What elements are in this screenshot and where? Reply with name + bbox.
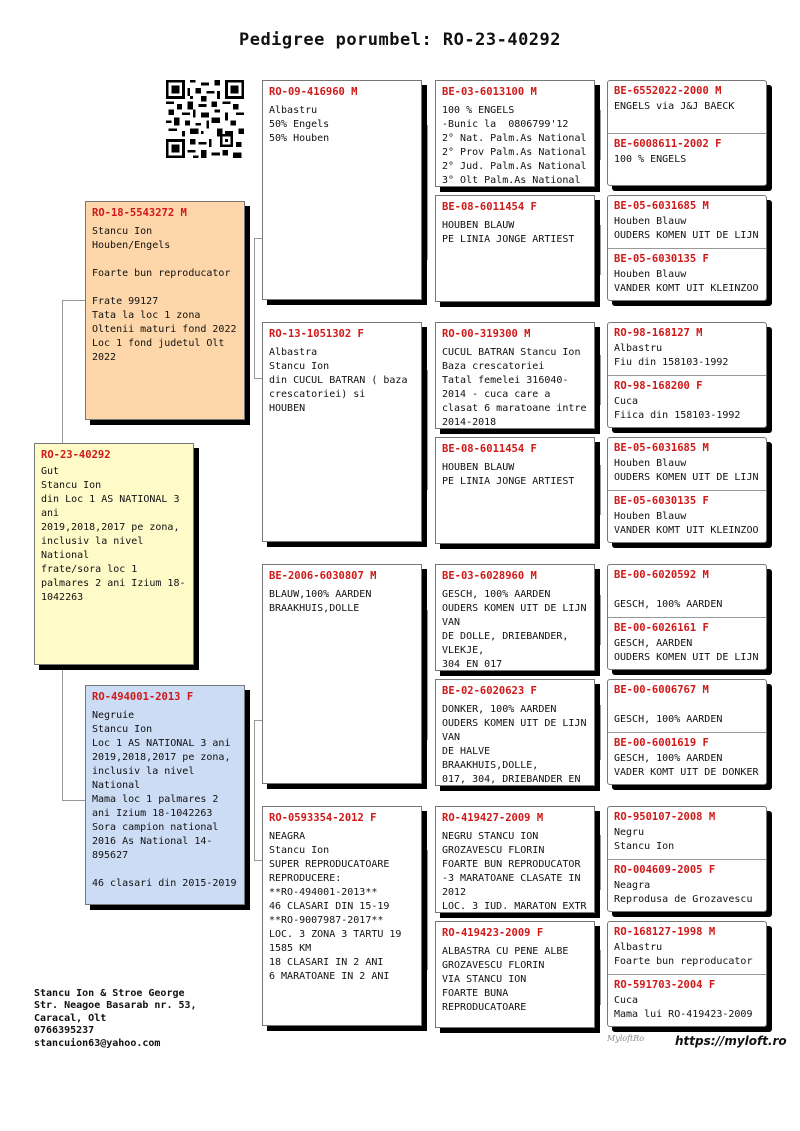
connector-line xyxy=(62,665,63,800)
ancestor-text: Houben Blauw OUDERS KOMEN UIT DE LIJN xyxy=(614,458,759,483)
grandparent-text: Albastru 50% Engels 50% Houben xyxy=(269,105,330,144)
grandparent-card xyxy=(262,80,422,300)
subject-text: Gut Stancu Ion din Loc 1 AS NATIONAL 3 ani 2019,2018,2017 pe zona, inclusiv la nivel National frate/sora loc 1 palmares 2 ani Izium 18-1042263 xyxy=(41,466,186,603)
connector-line xyxy=(600,110,601,160)
ancestor-pair-card xyxy=(607,921,767,1027)
sire-card xyxy=(85,201,245,420)
ancestor-id: BE-00-6020592 M xyxy=(614,569,709,581)
dam-id: RO-494001-2013 F xyxy=(92,691,194,703)
grandparent-text: NEAGRA Stancu Ion SUPER REPRODUCATOARE REPRODUCERE: **RO-494001-2013** 46 CLASARI DIN 15-19 **RO-9007987-2017** LOC. 3 ZONA 3 TARTU 19 1585 KM 18 CLASARI IN 2 ANI 6 MARATOANE IN 2 ANI xyxy=(269,831,402,982)
ancestor-id: RO-004609-2005 F xyxy=(614,864,716,876)
ancestor-text: Cuca Mama lui RO-419423-2009 xyxy=(614,995,753,1020)
grandparent-card xyxy=(262,806,422,1026)
great-grandparent-text: CUCUL BATRAN Stancu Ion Baza crescatoriei Tatal femelei 316040-2014 - cuca care a clasat 6 maratoane intre 2014-2018 xyxy=(442,347,587,428)
great-grandparent-id: BE-08-6011454 F xyxy=(442,201,537,213)
ancestor-text: 100 % ENGELS xyxy=(614,154,687,165)
great-grandparent-id: RO-419427-2009 M xyxy=(442,812,544,824)
owner-contact: Stancu Ion & Stroe George Str. Neagoe Basarab nr. 53, Caracal, Olt 0766395237 stancuion63@yahoo.com xyxy=(34,988,197,1049)
ancestor-text: Cuca Fiica din 158103-1992 xyxy=(614,396,741,421)
ancestor-text: GESCH, AARDEN OUDERS KOMEN UIT DE LIJN xyxy=(614,638,759,663)
connector-line xyxy=(600,355,601,405)
myloft-logo: MyloftRo xyxy=(607,1034,645,1043)
ancestor-id: BE-6552022-2000 M xyxy=(614,85,722,97)
ancestor-id: BE-05-6030135 F xyxy=(614,495,709,507)
connector-line xyxy=(427,125,428,260)
ancestor-id: BE-05-6030135 F xyxy=(614,253,709,265)
grandparent-card xyxy=(262,322,422,542)
connector-line xyxy=(254,238,255,378)
great-grandparent-text: NEGRU STANCU ION GROZAVESCU FLORIN FOARTE BUN REPRODUCATOR -3 MARATOANE CLASATE IN 2012 LOC. 3 IUD. MARATON EXTR xyxy=(442,831,587,912)
ancestor-text: GESCH, 100% AARDEN xyxy=(614,598,723,610)
great-grandparent-text: 100 % ENGELS -Bunic la 0806799'12 2° Nat. Palm.As National 2° Prov Palm.As National 2° Jud. Palm.As National 3° Olt Palm.As National xyxy=(442,105,587,186)
connector-line xyxy=(600,950,601,1005)
ancestor-id: BE-00-6001619 F xyxy=(614,737,709,749)
ancestor-text: Negru Stancu Ion xyxy=(614,827,675,852)
ancestor-text: Houben Blauw VANDER KOMT UIT KLEINZOO xyxy=(614,269,759,294)
grandparent-id: RO-0593354-2012 F xyxy=(269,812,377,824)
great-grandparent-card xyxy=(435,564,595,671)
ancestor-pair-card xyxy=(607,322,767,428)
great-grandparent-id: RO-419423-2009 F xyxy=(442,927,544,939)
great-grandparent-id: RO-00-319300 M xyxy=(442,328,531,340)
ancestor-id: RO-591703-2004 F xyxy=(614,979,716,991)
great-grandparent-card xyxy=(435,679,595,786)
grandparent-id: BE-2006-6030807 M xyxy=(269,570,377,582)
great-grandparent-id: BE-03-6013100 M xyxy=(442,86,537,98)
ancestor-id: BE-05-6031685 M xyxy=(614,200,709,212)
ancestor-id: BE-6008611-2002 F xyxy=(614,138,722,150)
page-title: Pedigree porumbel: RO-23-40292 xyxy=(238,30,562,50)
great-grandparent-card xyxy=(435,322,595,429)
connector-line xyxy=(254,720,255,860)
ancestor-id: RO-168127-1998 M xyxy=(614,926,716,938)
connector-line xyxy=(600,705,601,760)
great-grandparent-id: BE-08-6011454 F xyxy=(442,443,537,455)
subject-card xyxy=(34,443,194,665)
great-grandparent-card xyxy=(435,921,595,1028)
grandparent-id: RO-13-1051302 F xyxy=(269,328,364,340)
connector-line xyxy=(427,850,428,970)
great-grandparent-card xyxy=(435,806,595,913)
dam-card xyxy=(85,685,245,905)
ancestor-pair-card xyxy=(607,195,767,301)
grandparent-text: BLAUW,100% AARDEN BRAAKHUIS,DOLLE xyxy=(269,589,372,614)
ancestor-id: RO-98-168127 M xyxy=(614,327,703,339)
great-grandparent-card xyxy=(435,437,595,544)
ancestor-text: Houben Blauw VANDER KOMT UIT KLEINZOO xyxy=(614,511,759,536)
ancestor-pair-card xyxy=(607,437,767,543)
grandparent-id: RO-09-416960 M xyxy=(269,86,358,98)
ancestor-pair-card xyxy=(607,806,767,912)
great-grandparent-text: DONKER, 100% AARDEN OUDERS KOMEN UIT DE LIJN VAN DE HALVE BRAAKHUIS,DOLLE, 017, 304, DRIEBANDER EN xyxy=(442,704,587,785)
dam-text: Negruie Stancu Ion Loc 1 AS NATIONAL 3 ani 2019,2018,2017 pe zona, inclusiv la nivel National Mama loc 1 palmares 2 ani Izium 18-1042263 Sora campion national 2016 As National 14-895627 46 clasari din 2015-2019 xyxy=(92,710,237,889)
subject-id: RO-23-40292 xyxy=(41,449,111,461)
connector-line xyxy=(600,465,601,515)
great-grandparent-text: HOUBEN BLAUW PE LINIA JONGE ARTIEST xyxy=(442,462,575,487)
connector-line xyxy=(427,370,428,490)
ancestor-id: BE-05-6031685 M xyxy=(614,442,709,454)
connector-line xyxy=(427,610,428,740)
great-grandparent-card xyxy=(435,195,595,302)
great-grandparent-text: HOUBEN BLAUW PE LINIA JONGE ARTIEST xyxy=(442,220,575,245)
ancestor-pair-card xyxy=(607,564,767,670)
ancestor-text: Albastru Fiu din 158103-1992 xyxy=(614,343,729,368)
ancestor-text: Houben Blauw OUDERS KOMEN UIT DE LIJN xyxy=(614,216,759,241)
ancestor-text: GESCH, 100% AARDEN VADER KOMT UIT DE DONKER xyxy=(614,753,759,778)
ancestor-id: RO-98-168200 F xyxy=(614,380,703,392)
ancestor-text: GESCH, 100% AARDEN xyxy=(614,713,723,725)
ancestor-id: BE-00-6006767 M xyxy=(614,684,709,696)
ancestor-id: RO-950107-2008 M xyxy=(614,811,716,823)
ancestor-text: Neagra Reprodusa de Grozavescu xyxy=(614,880,753,905)
sire-text: Stancu Ion Houben/Engels Foarte bun reproducator Frate 99127 Tata la loc 1 zona Oltenii maturi fond 2022 Loc 1 fond judetul Olt 2022 xyxy=(92,226,237,363)
grandparent-card xyxy=(262,564,422,784)
ancestor-text: ENGELS via J&J BAECK xyxy=(614,101,735,112)
sire-id: RO-18-5543272 M xyxy=(92,207,187,219)
ancestor-text: Albastru Foarte bun reproducator xyxy=(614,942,753,967)
connector-line xyxy=(600,835,601,890)
great-grandparent-text: ALBASTRA CU PENE ALBE GROZAVESCU FLORIN VIA STANCU ION FOARTE BUNA REPRODUCATOARE xyxy=(442,946,569,1013)
grandparent-text: Albastra Stancu Ion din CUCUL BATRAN ( baza crescatoriei) si HOUBEN xyxy=(269,347,408,414)
ancestor-pair-card xyxy=(607,679,767,785)
connector-line xyxy=(600,595,601,645)
ancestor-pair-card xyxy=(607,80,767,186)
ancestor-id: BE-00-6026161 F xyxy=(614,622,709,634)
great-grandparent-id: BE-03-6028960 M xyxy=(442,570,537,582)
website-link[interactable]: https://myloft.ro xyxy=(675,1034,787,1048)
connector-line xyxy=(600,225,601,275)
connector-line xyxy=(62,300,63,445)
great-grandparent-id: BE-02-6020623 F xyxy=(442,685,537,697)
great-grandparent-card xyxy=(435,80,595,187)
qr-code-icon xyxy=(166,80,244,158)
great-grandparent-text: GESCH, 100% AARDEN OUDERS KOMEN UIT DE LIJN VAN DE DOLLE, DRIEBANDER, VLEKJE, 304 EN 017 xyxy=(442,589,587,670)
